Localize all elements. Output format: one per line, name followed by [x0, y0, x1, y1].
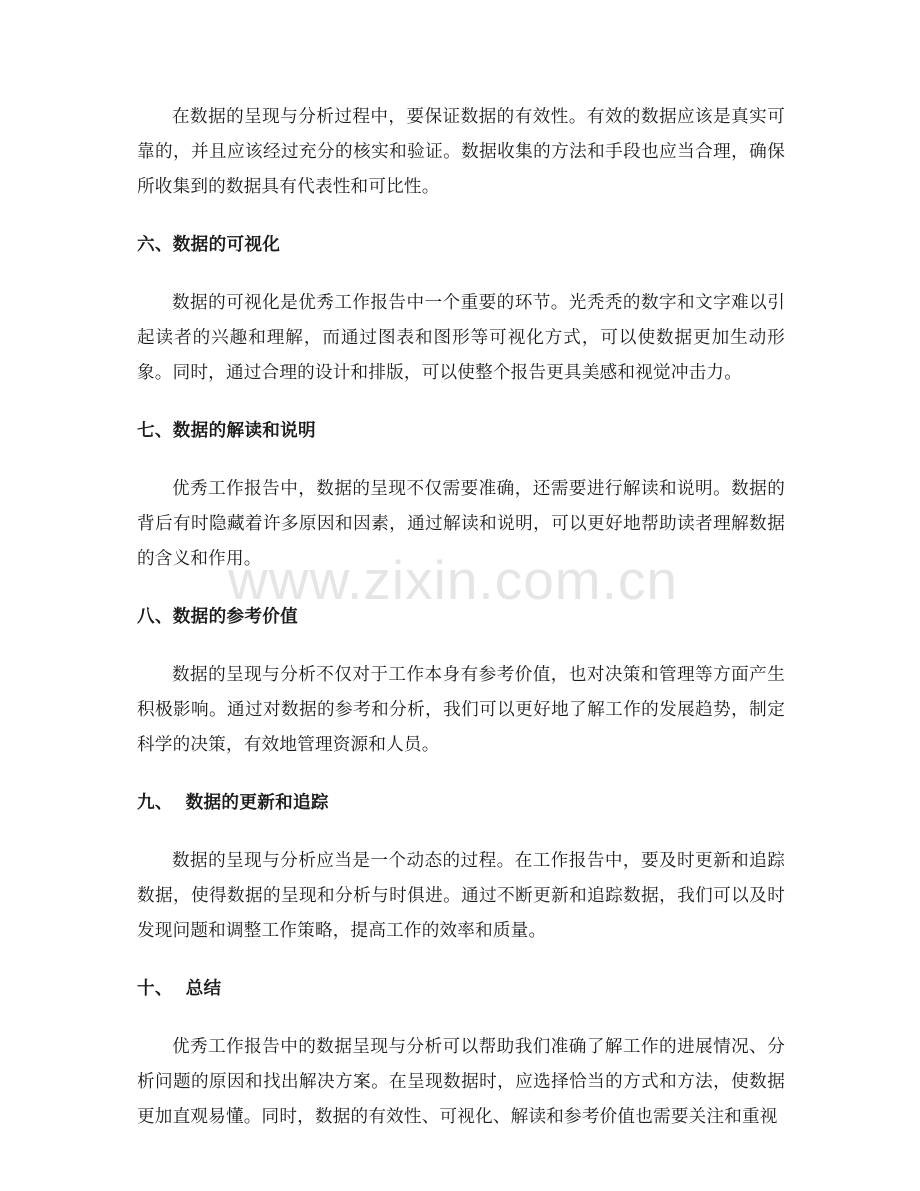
heading-section-10: 十、 总结	[137, 979, 222, 999]
paragraph-interpretation: 优秀工作报告中，数据的呈现不仅需要准确，还需要进行解读和说明。数据的背后有时隐藏着许多原因和因素，通过解读和说明，可以更好地帮助读者理解数据的含义和作用。	[137, 479, 785, 569]
paragraph-reference-value: 数据的呈现与分析不仅对于工作本身有参考价值，也对决策和管理等方面产生积极影响。通过对数据的参考和分析，我们可以更好地了解工作的发展趋势，制定科学的决策，有效地管理资源和人员。	[137, 665, 785, 755]
document-body	[137, 100, 785, 1135]
paragraph-data-validity: 在数据的呈现与分析过程中，要保证数据的有效性。有效的数据应该是真实可靠的，并且应该经过充分的核实和验证。数据收集的方法和手段也应当合理，确保所收集到的数据具有代表性和可比性。	[137, 107, 785, 197]
heading-section-6: 六、数据的可视化	[137, 235, 281, 255]
heading-section-7: 七、数据的解读和说明	[137, 421, 316, 441]
heading-section-8: 八、数据的参考价值	[137, 607, 299, 627]
heading-section-9: 九、 数据的更新和追踪	[137, 793, 329, 813]
paragraph-visualization: 数据的可视化是优秀工作报告中一个重要的环节。光秃秃的数字和文字难以引起读者的兴趣和理解，而通过图表和图形等可视化方式，可以使数据更加生动形象。同时，通过合理的设计和排版，可以使整个报告更具美感和视觉冲击力。	[137, 293, 785, 383]
watermark: www.zixin.com.cn	[228, 549, 678, 611]
paragraph-summary: 优秀工作报告中的数据呈现与分析可以帮助我们准确了解工作的进展情况、分析问题的原因和找出解决方案。在呈现数据时，应选择恰当的方式和方法，使数据更加直观易懂。同时，数据的有效性、可视化、解读和参考价值也需要关注和重视	[137, 1037, 785, 1127]
paragraph-updating-tracking: 数据的呈现与分析应当是一个动态的过程。在工作报告中，要及时更新和追踪数据，使得数据的呈现和分析与时俱进。通过不断更新和追踪数据，我们可以及时发现问题和调整工作策略，提高工作的效率和质量。	[137, 851, 785, 941]
